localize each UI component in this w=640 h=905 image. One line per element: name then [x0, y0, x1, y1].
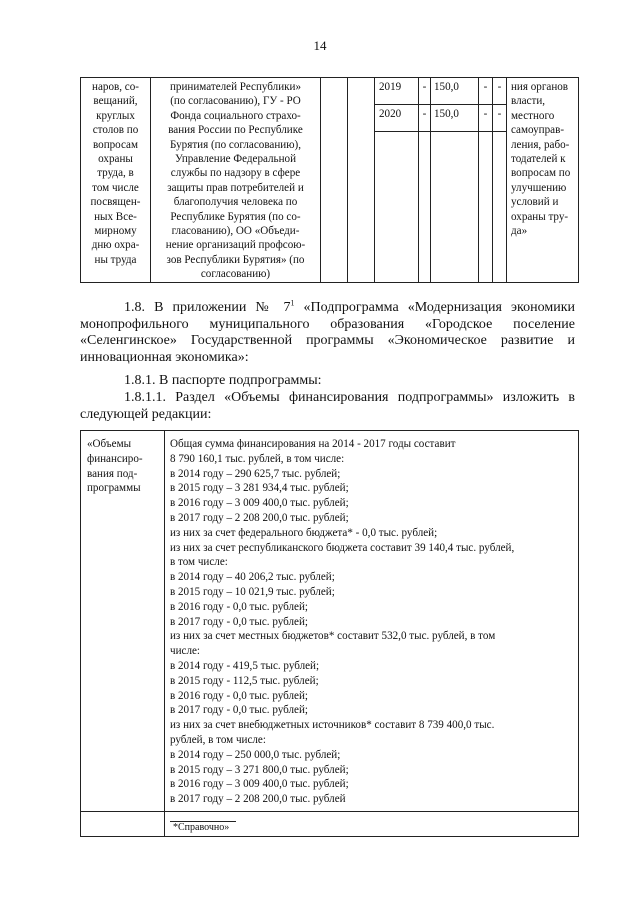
financing-line: в 2015 году - 112,5 тыс. рублей;	[170, 674, 319, 687]
executor-line: вания России по Республике	[168, 124, 303, 137]
financing-text-cell	[165, 431, 579, 812]
executor-line: (по согласованию), ГУ - РО	[170, 95, 301, 108]
result-line: ления, рабо-	[511, 138, 570, 151]
financing-line: в 2017 году – 2 208 200,0 тыс. рублей;	[170, 511, 349, 524]
paragraph-1-8-1: 1.8.1. В паспорте подпрограммы:	[124, 373, 322, 388]
event-name-line: наров, со-	[92, 81, 139, 93]
financing-label-line: вания под-	[87, 467, 138, 480]
event-name-line: охраны	[98, 153, 133, 166]
financing-line: из них за счет внебюджетных источников* составит 8 739 400,0 тыс.	[170, 719, 495, 732]
executor-line: благополучия человека по	[173, 196, 298, 209]
empty-cell	[348, 78, 375, 283]
financing-line: в 2016 году – 3 009 400,0 тыс. рублей;	[170, 497, 349, 510]
empty-cell	[321, 78, 348, 283]
event-name-line: столов по	[92, 124, 139, 137]
result-line: вопросам по	[511, 167, 571, 180]
page-number: 14	[313, 38, 327, 53]
event-name-line: ных Все-	[94, 210, 137, 223]
financing-line: в 2017 году - 0,0 тыс. рублей;	[170, 615, 308, 628]
financing-line: из них за счет республиканского бюджета составит 39 140,4 тыс. рублей,	[170, 541, 515, 554]
financing-line: в 2016 году - 0,0 тыс. рублей;	[170, 689, 308, 702]
executor-line: согласованию)	[200, 268, 271, 281]
extra-cell: -	[493, 105, 507, 132]
financing-line: из них за счет федерального бюджета* - 0,0 тыс. рублей;	[170, 526, 438, 539]
result-line: тодателей к	[511, 153, 566, 166]
executor-line: нение организаций профсою-	[165, 239, 306, 252]
amount-cell: 150,0	[431, 105, 479, 132]
federal-cell: -	[419, 105, 431, 132]
paragraph-1-8-1-1: 1.8.1.1. Раздел «Объемы финансирования подпрограммы» изложить в следующей редакции:	[80, 390, 575, 422]
result-line: да»	[511, 225, 528, 238]
result-line: охраны тру-	[511, 210, 569, 223]
result-line: местного	[511, 109, 555, 122]
event-name-line: мирному	[94, 225, 137, 238]
financing-line: в 2015 году – 3 281 934,4 тыс. рублей;	[170, 482, 349, 495]
financing-line: в 2015 году – 3 271 800,0 тыс. рублей;	[170, 763, 349, 776]
financing-label-cell	[81, 431, 165, 812]
event-name-line: посвящен-	[90, 196, 141, 209]
result-line: ния органов	[511, 81, 569, 93]
financing-line: в 2015 году – 10 021,9 тыс. рублей;	[170, 585, 335, 598]
year-cell: 2019	[375, 78, 419, 105]
event-name-line: вещаний,	[93, 95, 138, 108]
empty-cell	[81, 811, 165, 836]
financing-line: в 2017 году – 2 208 200,0 тыс. рублей	[170, 793, 346, 806]
event-name-cell	[81, 78, 151, 283]
empty-cell	[431, 132, 479, 283]
financing-line: Общая сумма финансирования на 2014 - 2017 годы составит	[170, 438, 456, 450]
empty-cell	[479, 132, 493, 283]
empty-cell	[493, 132, 507, 283]
financing-line: в 2014 году – 40 206,2 тыс. рублей;	[170, 571, 335, 584]
financing-label-line: программы	[87, 482, 141, 495]
result-line: улучшению	[511, 181, 567, 194]
event-name-line: дню охра-	[91, 239, 140, 252]
result-cell	[507, 78, 579, 283]
financing-line: в 2016 году – 3 009 400,0 тыс. рублей;	[170, 778, 349, 791]
amount-cell: 150,0	[431, 78, 479, 105]
local-cell: -	[479, 105, 493, 132]
executor-line: Управление Федеральной	[174, 153, 297, 166]
continuation-table	[80, 77, 579, 283]
year-cell: 2020	[375, 105, 419, 132]
financing-line: числе:	[170, 645, 200, 658]
financing-table	[80, 430, 579, 837]
financing-line: рублей, в том числе:	[170, 733, 266, 746]
financing-label-line: «Объемы	[87, 438, 132, 450]
footnote-text: *Справочно»	[173, 821, 230, 833]
financing-line: из них за счет местных бюджетов* составит 532,0 тыс. рублей, в том	[170, 630, 496, 643]
executor-line: Республике Бурятия (по со-	[170, 210, 301, 223]
event-name-line: ны труда	[94, 253, 137, 266]
financing-line: в том числе:	[170, 556, 228, 569]
result-line: условий и	[511, 196, 559, 209]
federal-cell: -	[419, 78, 431, 105]
event-name-line: труда, в	[97, 167, 134, 180]
executor-line: Бурятия (по согласованию),	[170, 138, 301, 151]
extra-cell: -	[493, 78, 507, 105]
empty-cell	[419, 132, 431, 283]
executor-line: службы по надзору в сфере	[170, 167, 301, 180]
event-name-line: том числе	[92, 181, 139, 194]
financing-line: в 2016 году - 0,0 тыс. рублей;	[170, 600, 308, 613]
financing-line: 8 790 160,1 тыс. рублей, в том числе:	[170, 452, 345, 465]
financing-line: в 2014 году – 250 000,0 тыс. рублей;	[170, 748, 341, 761]
financing-line: в 2014 году - 419,5 тыс. рублей;	[170, 659, 320, 672]
financing-line: в 2017 году - 0,0 тыс. рублей;	[170, 704, 308, 717]
empty-cell	[375, 132, 419, 283]
executor-line: зов Республики Бурятия» (по	[166, 253, 305, 266]
paragraph-1-8: 1.8. В приложении № $7^1$ «Подпрограмма «Модернизация экономики монопрофильного муниципального образования «Городское поселение «Селенгинское» Государственной программы «Экономическое развитие и инновационная экономика»:	[80, 298, 575, 365]
event-name-line: вопросам	[92, 138, 139, 151]
financing-label-line: финансиро-	[87, 452, 143, 465]
result-line: самоуправ-	[511, 124, 565, 137]
executors-cell	[151, 78, 321, 283]
event-name-line: круглых	[96, 109, 135, 122]
result-line: власти,	[511, 95, 546, 108]
footnote-cell	[165, 811, 579, 836]
executor-line: принимателей Республики»	[169, 81, 302, 93]
executor-line: Фонда социального страхо-	[170, 109, 301, 122]
executor-line: защиты прав потребителей и	[167, 181, 304, 194]
executor-line: гласованию), ОО «Объеди-	[171, 225, 300, 238]
local-cell: -	[479, 78, 493, 105]
financing-line: в 2014 году – 290 625,7 тыс. рублей;	[170, 467, 341, 480]
superscript: 1	[290, 298, 295, 308]
